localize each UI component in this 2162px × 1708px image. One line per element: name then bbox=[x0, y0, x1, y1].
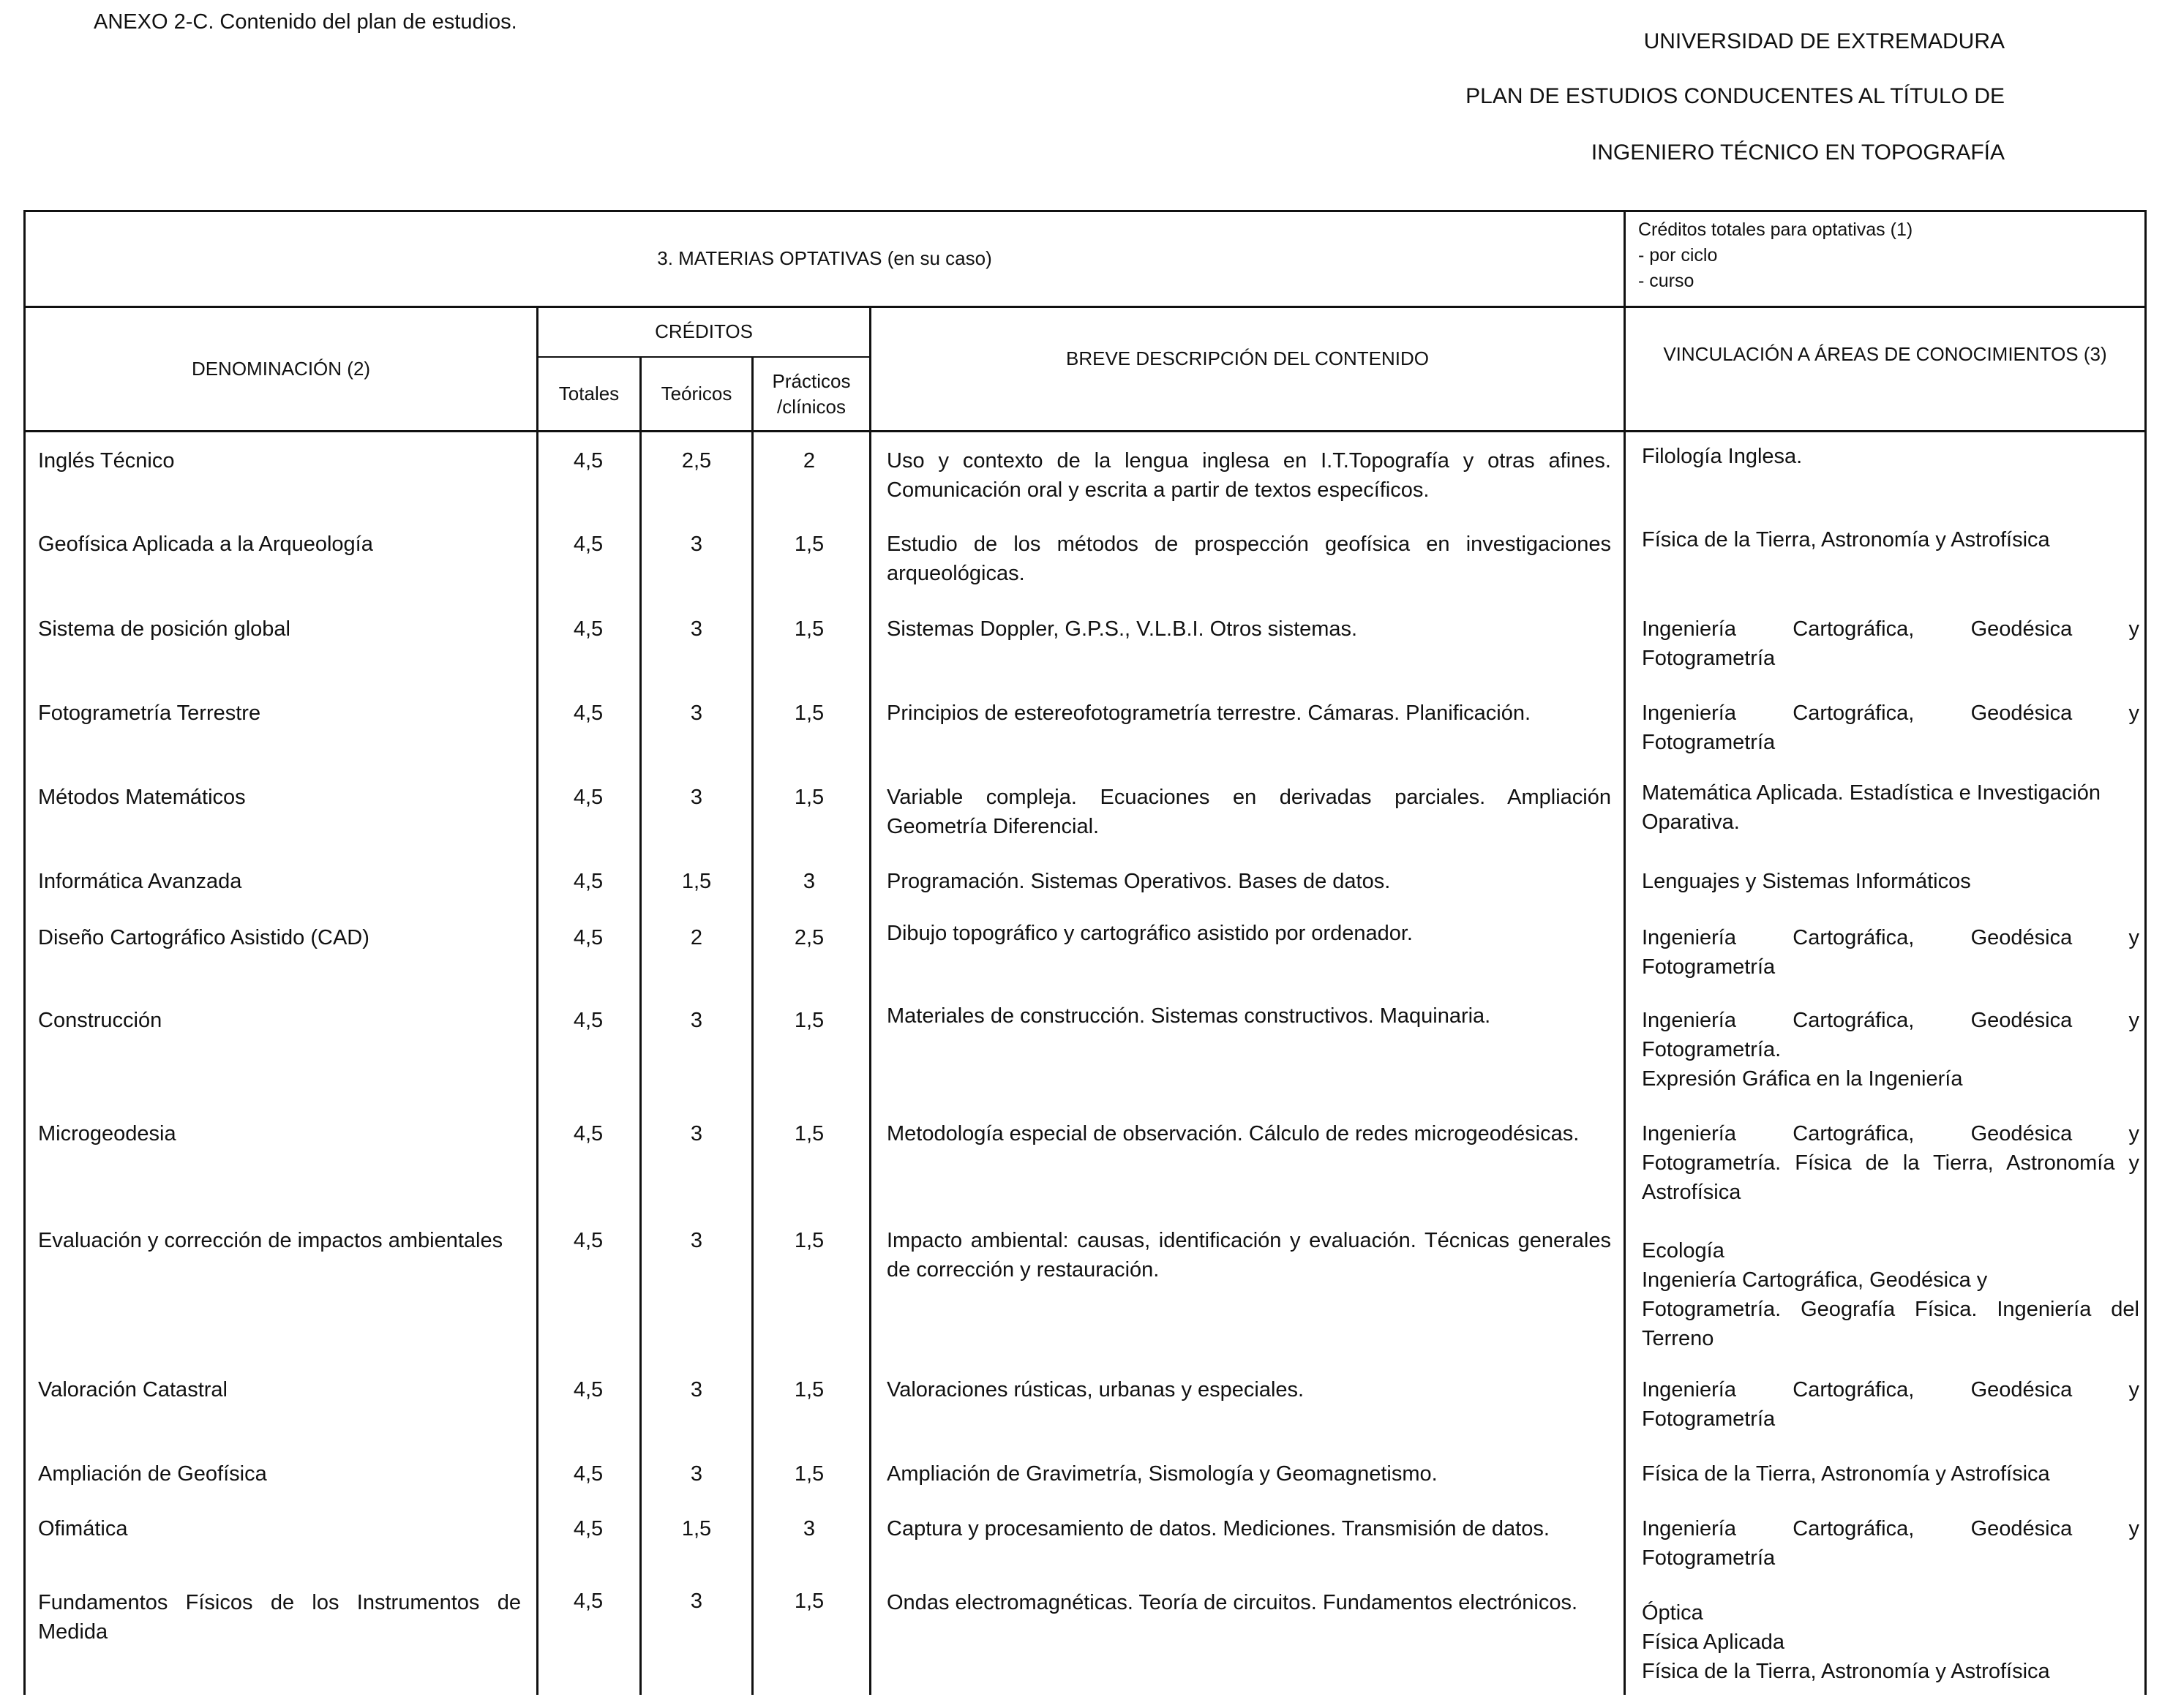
header-denominacion: DENOMINACIÓN (2) bbox=[191, 357, 371, 380]
content-description: Variable compleja. Ecuaciones en derivadas parciales. Ampliación Geometría Diferencial. bbox=[887, 786, 1611, 839]
credits-practicos: 1,5 bbox=[794, 1378, 825, 1402]
content-description: Impacto ambiental: causas, identificación y evaluación. Técnicas generales de corrección y restauración. bbox=[887, 1229, 1611, 1282]
credits-practicos: 1,5 bbox=[794, 1590, 825, 1613]
credits-totales: 4,5 bbox=[573, 1009, 604, 1032]
knowledge-areas bbox=[1642, 1598, 2139, 1686]
knowledge-areas bbox=[1642, 1119, 2139, 1207]
subject-name: Microgeodesia bbox=[38, 1122, 176, 1145]
credits-teoricos: 3 bbox=[690, 617, 703, 641]
credits-practicos: 3 bbox=[803, 1517, 816, 1540]
credits-totales: 4,5 bbox=[573, 617, 604, 641]
header-practicos-line1: Prácticos bbox=[772, 369, 851, 392]
plan-title: PLAN DE ESTUDIOS CONDUCENTES AL TÍTULO DE bbox=[1465, 84, 2005, 108]
subject-name: Construcción bbox=[38, 1009, 162, 1032]
credits-practicos: 1,5 bbox=[794, 1462, 825, 1486]
content-description: Estudio de los métodos de prospección geofísica en investigaciones arqueológicas. bbox=[887, 533, 1611, 586]
subject-name: Valoración Catastral bbox=[38, 1378, 228, 1402]
credits-teoricos: 3 bbox=[690, 533, 703, 556]
credits-teoricos: 3 bbox=[690, 701, 703, 725]
knowledge-area-line: Matemática Aplicada. Estadística e Investigación Oparativa. bbox=[1642, 781, 2101, 835]
knowledge-area-line: Fotogrametría bbox=[1642, 955, 1776, 979]
knowledge-area-line: Fotogrametría bbox=[1642, 1546, 1776, 1570]
credits-practicos: 3 bbox=[803, 870, 816, 893]
subject-name: Sistema de posición global bbox=[38, 617, 290, 641]
knowledge-areas bbox=[1642, 867, 2139, 896]
header-creditos: CRÉDITOS bbox=[655, 320, 753, 343]
credits-teoricos: 3 bbox=[690, 1590, 703, 1613]
knowledge-areas bbox=[1642, 1514, 2139, 1573]
knowledge-areas bbox=[1642, 442, 2139, 471]
credits-practicos: 1,5 bbox=[794, 786, 825, 809]
knowledge-area-line: Ingeniería Cartográfica, Geodésica y bbox=[1642, 1268, 1988, 1293]
subject-name: Evaluación y corrección de impactos ambientales bbox=[38, 1229, 503, 1252]
knowledge-area-line: Fotogrametría. Física de la Tierra, Astronomía y bbox=[1642, 1151, 2139, 1175]
credits-totales: 4,5 bbox=[573, 1122, 604, 1145]
subject-name: Fotogrametría Terrestre bbox=[38, 701, 261, 725]
credits-divider bbox=[536, 356, 871, 358]
col-divider-totales bbox=[536, 307, 538, 1695]
optional-credits-box bbox=[1638, 217, 1913, 294]
knowledge-area-line: Ingeniería Cartográfica, Geodésica y bbox=[1642, 1009, 2139, 1032]
subject-name: Ofimática bbox=[38, 1517, 128, 1540]
credits-totales: 4,5 bbox=[573, 1462, 604, 1486]
optional-credits-line: - curso bbox=[1638, 271, 1694, 291]
credits-practicos: 1,5 bbox=[794, 533, 825, 556]
knowledge-area-line: Física de la Tierra, Astronomía y Astrofísica bbox=[1642, 1660, 2050, 1684]
content-description: Programación. Sistemas Operativos. Bases de datos. bbox=[887, 870, 1391, 893]
university-name: UNIVERSIDAD DE EXTREMADURA bbox=[1643, 29, 2005, 53]
content-description: Captura y procesamiento de datos. Mediciones. Transmisión de datos. bbox=[887, 1517, 1550, 1540]
knowledge-areas bbox=[1642, 1236, 2139, 1353]
credits-teoricos: 3 bbox=[690, 786, 703, 809]
knowledge-area-line: Fotogrametría bbox=[1642, 647, 1776, 671]
knowledge-area-line: Fotogrametría bbox=[1642, 1407, 1776, 1432]
credits-totales: 4,5 bbox=[573, 926, 604, 949]
col-divider-descripcion bbox=[869, 307, 871, 1695]
knowledge-areas bbox=[1642, 1375, 2139, 1434]
knowledge-areas bbox=[1642, 1006, 2139, 1094]
knowledge-areas bbox=[1642, 778, 2139, 837]
knowledge-area-line: Ingeniería Cartográfica, Geodésica y bbox=[1642, 926, 2139, 949]
body-divider bbox=[23, 430, 2147, 432]
content-description: Metodología especial de observación. Cálculo de redes microgeodésicas. bbox=[887, 1122, 1580, 1145]
knowledge-area-line: Física Aplicada bbox=[1642, 1630, 1785, 1655]
credits-totales: 4,5 bbox=[573, 786, 604, 809]
content-description: Sistemas Doppler, G.P.S., V.L.B.I. Otros sistemas. bbox=[887, 617, 1358, 641]
credits-teoricos: 3 bbox=[690, 1009, 703, 1032]
knowledge-area-line: Ingeniería Cartográfica, Geodésica y bbox=[1642, 617, 2139, 641]
knowledge-area-line: Astrofísica bbox=[1642, 1181, 1741, 1205]
knowledge-area-line: Terreno bbox=[1642, 1327, 1714, 1351]
subject-name: Métodos Matemáticos bbox=[38, 786, 246, 809]
credits-teoricos: 3 bbox=[690, 1229, 703, 1252]
credits-practicos: 1,5 bbox=[794, 1009, 825, 1032]
credits-practicos: 1,5 bbox=[794, 1122, 825, 1145]
credits-totales: 4,5 bbox=[573, 1590, 604, 1613]
knowledge-area-line: Ingeniería Cartográfica, Geodésica y bbox=[1642, 1122, 2139, 1145]
content-description: Valoraciones rústicas, urbanas y especiales. bbox=[887, 1378, 1305, 1402]
knowledge-area-line: Ingeniería Cartográfica, Geodésica y bbox=[1642, 1378, 2139, 1402]
degree-title: INGENIERO TÉCNICO EN TOPOGRAFÍA bbox=[1591, 140, 2005, 165]
content-description: Uso y contexto de la lengua inglesa en I.T.Topografía y otras afines. Comunicación oral y escrita a partir de textos específicos. bbox=[887, 449, 1611, 503]
credits-teoricos: 2 bbox=[690, 926, 703, 949]
col-divider-areas bbox=[1624, 210, 1626, 1695]
content-description: Dibujo topográfico y cartográfico asistido por ordenador. bbox=[887, 922, 1413, 945]
knowledge-area-line: Expresión Gráfica en la Ingeniería bbox=[1642, 1067, 1963, 1091]
knowledge-area-line: Óptica bbox=[1642, 1601, 1703, 1625]
subject-name: Fundamentos Físicos de los Instrumentos de Medida bbox=[38, 1591, 521, 1644]
knowledge-areas bbox=[1642, 923, 2139, 982]
credits-practicos: 1,5 bbox=[794, 1229, 825, 1252]
header-vinculacion: VINCULACIÓN A ÁREAS DE CONOCIMIENTOS (3) bbox=[1663, 343, 2107, 366]
content-description: Materiales de construcción. Sistemas constructivos. Maquinaria. bbox=[887, 1004, 1491, 1028]
header-totales: Totales bbox=[558, 383, 620, 405]
knowledge-area-line: Ingeniería Cartográfica, Geodésica y bbox=[1642, 701, 2139, 725]
credits-teoricos: 3 bbox=[690, 1122, 703, 1145]
credits-teoricos: 1,5 bbox=[681, 1517, 712, 1540]
col-divider-practicos bbox=[751, 358, 754, 1695]
credits-totales: 4,5 bbox=[573, 1517, 604, 1540]
credits-teoricos: 3 bbox=[690, 1462, 703, 1486]
knowledge-area-line: Lenguajes y Sistemas Informáticos bbox=[1642, 870, 1971, 893]
subject-name: Inglés Técnico bbox=[38, 449, 175, 473]
knowledge-area-line: Fotogrametría. bbox=[1642, 1038, 1782, 1062]
credits-totales: 4,5 bbox=[573, 449, 604, 473]
knowledge-areas bbox=[1642, 614, 2139, 673]
knowledge-areas bbox=[1642, 1459, 2139, 1489]
knowledge-area-line: Filología Inglesa. bbox=[1642, 445, 1803, 468]
subject-name: Ampliación de Geofísica bbox=[38, 1462, 267, 1486]
knowledge-area-line: Física de la Tierra, Astronomía y Astrofísica bbox=[1642, 528, 2050, 552]
credits-teoricos: 2,5 bbox=[681, 449, 712, 473]
knowledge-area-line: Fotogrametría. Geografía Física. Ingeniería del bbox=[1642, 1298, 2139, 1322]
credits-practicos: 2,5 bbox=[794, 926, 825, 949]
knowledge-area-line: Física de la Tierra, Astronomía y Astrofísica bbox=[1642, 1462, 2050, 1486]
knowledge-areas bbox=[1642, 699, 2139, 757]
header-practicos-line2: /clínicos bbox=[777, 396, 846, 418]
credits-practicos: 1,5 bbox=[794, 701, 825, 725]
credits-totales: 4,5 bbox=[573, 701, 604, 725]
section-title: 3. MATERIAS OPTATIVAS (en su caso) bbox=[657, 247, 992, 270]
credits-totales: 4,5 bbox=[573, 1229, 604, 1252]
header-descripcion: BREVE DESCRIPCIÓN DEL CONTENIDO bbox=[1065, 347, 1429, 370]
subject-name: Geofísica Aplicada a la Arqueología bbox=[38, 533, 373, 556]
subject-name: Informática Avanzada bbox=[38, 870, 242, 893]
knowledge-area-line: Ingeniería Cartográfica, Geodésica y bbox=[1642, 1517, 2139, 1540]
header-practicos bbox=[754, 358, 869, 430]
credits-teoricos: 1,5 bbox=[681, 870, 712, 893]
content-description: Ondas electromagnéticas. Teoría de circuitos. Fundamentos electrónicos. bbox=[887, 1591, 1578, 1614]
optional-credits-line: - por ciclo bbox=[1638, 245, 1718, 266]
annex-title: ANEXO 2-C. Contenido del plan de estudios. bbox=[94, 10, 517, 34]
optional-credits-line: Créditos totales para optativas (1) bbox=[1638, 219, 1913, 240]
col-divider-teoricos bbox=[639, 358, 642, 1695]
content-description: Ampliación de Gravimetría, Sismología y Geomagnetismo. bbox=[887, 1462, 1438, 1486]
header-teoricos: Teóricos bbox=[661, 383, 732, 405]
credits-totales: 4,5 bbox=[573, 533, 604, 556]
credits-teoricos: 3 bbox=[690, 1378, 703, 1402]
credits-practicos: 1,5 bbox=[794, 617, 825, 641]
content-description: Principios de estereofotogrametría terrestre. Cámaras. Planificación. bbox=[887, 701, 1531, 725]
knowledge-area-line: Ecología bbox=[1642, 1239, 1724, 1263]
credits-totales: 4,5 bbox=[573, 870, 604, 893]
credits-totales: 4,5 bbox=[573, 1378, 604, 1402]
knowledge-area-line: Fotogrametría bbox=[1642, 731, 1776, 755]
subject-name: Diseño Cartográfico Asistido (CAD) bbox=[38, 926, 369, 949]
knowledge-areas bbox=[1642, 525, 2139, 554]
credits-practicos: 2 bbox=[803, 449, 816, 473]
